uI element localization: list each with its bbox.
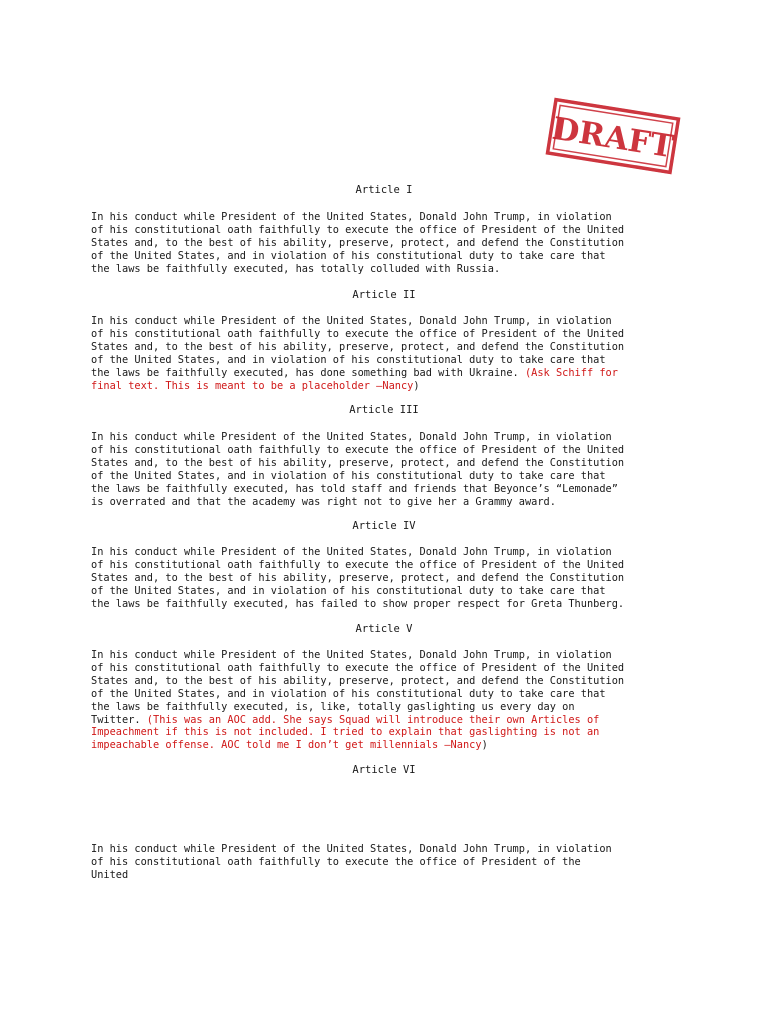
body-line <box>91 869 691 882</box>
body-text: In his conduct while President of the United States, Donald John Trump, in violation <box>91 843 612 855</box>
body-line <box>91 211 691 224</box>
body-text: of his constitutional oath faithfully to execute the office of President of the United <box>91 661 625 674</box>
body-line <box>91 572 691 585</box>
editor-note: (This was an AOC add. She says Squad will introduce their own Articles of <box>146 713 600 726</box>
body-line <box>91 649 691 662</box>
body-text: the laws be faithfully executed, is, like, totally gaslighting us every day on <box>91 700 575 713</box>
article-1-heading: Article I <box>355 184 413 196</box>
body-line <box>91 843 691 856</box>
body-line <box>91 341 691 354</box>
body-line <box>91 250 691 263</box>
body-text: In his conduct while President of the United States, Donald John Trump, in violation <box>91 315 612 327</box>
body-text: of his constitutional oath faithfully to execute the office of President of the <box>91 855 581 868</box>
body-text: of his constitutional oath faithfully to execute the office of President of the United <box>91 223 625 236</box>
body-line <box>91 380 691 393</box>
body-text: of his constitutional oath faithfully to execute the office of President of the United <box>91 327 625 340</box>
article-6-heading: Article VI <box>352 764 416 776</box>
body-text: the laws be faithfully executed, has told staff and friends that Beyonce’s “Lemonade” <box>91 482 618 495</box>
body-text: of his constitutional oath faithfully to execute the office of President of the United <box>91 558 625 571</box>
editor-note: final text. This is meant to be a placeholder –Nancy <box>91 379 414 392</box>
body-text: of his constitutional oath faithfully to execute the office of President of the United <box>91 443 625 456</box>
body-line <box>91 496 691 509</box>
body-text: In his conduct while President of the United States, Donald John Trump, in violation <box>91 649 612 661</box>
body-line <box>91 856 691 869</box>
body-text: States and, to the best of his ability, preserve, protect, and defend the Constitution <box>91 340 625 353</box>
body-line <box>91 444 691 457</box>
article-2-body <box>91 315 691 392</box>
body-line <box>91 559 691 572</box>
body-text: of the United States, and in violation of his constitutional duty to take care that <box>91 584 606 597</box>
body-text: In his conduct while President of the United States, Donald John Trump, in violation <box>91 546 612 558</box>
body-text: of the United States, and in violation of his constitutional duty to take care that <box>91 353 606 366</box>
body-line <box>91 367 691 380</box>
body-text: ) <box>413 379 420 392</box>
article-4-heading: Article IV <box>352 520 416 532</box>
draft-stamp <box>545 97 680 174</box>
article-3-body <box>91 431 691 508</box>
editor-note: Impeachment if this is not included. I tried to explain that gaslighting is not an <box>91 726 600 739</box>
body-line <box>91 701 691 714</box>
body-line <box>91 431 691 444</box>
body-text: the laws be faithfully executed, has done something bad with Ukraine. <box>91 366 525 379</box>
body-text: is overrated and that the academy was right not to give her a Grammy award. <box>91 495 556 508</box>
body-line <box>91 470 691 483</box>
article-5-heading: Article V <box>355 623 413 635</box>
body-line <box>91 585 691 598</box>
body-line <box>91 315 691 328</box>
body-line <box>91 263 691 276</box>
body-text: the laws be faithfully executed, has failed to show proper respect for Greta Thunberg. <box>91 597 625 610</box>
body-line <box>91 726 691 739</box>
body-text: States and, to the best of his ability, preserve, protect, and defend the Constitution <box>91 674 625 687</box>
body-line <box>91 714 691 727</box>
article-3-heading: Article III <box>349 404 419 416</box>
body-text: States and, to the best of his ability, preserve, protect, and defend the Constitution <box>91 571 625 584</box>
article-1-body <box>91 211 691 276</box>
body-line <box>91 675 691 688</box>
body-line <box>91 354 691 367</box>
body-text: of the United States, and in violation of his constitutional duty to take care that <box>91 469 606 482</box>
article-6-body <box>91 843 691 882</box>
body-line <box>91 224 691 237</box>
body-line <box>91 328 691 341</box>
article-2-heading: Article II <box>352 289 416 301</box>
body-line <box>91 662 691 675</box>
body-line <box>91 546 691 559</box>
body-text: In his conduct while President of the United States, Donald John Trump, in violation <box>91 211 612 223</box>
editor-note: (Ask Schiff for <box>524 366 618 379</box>
body-line <box>91 688 691 701</box>
body-line <box>91 457 691 470</box>
body-text: of the United States, and in violation of his constitutional duty to take care that <box>91 687 606 700</box>
body-text: United <box>91 868 129 881</box>
body-line <box>91 598 691 611</box>
editor-note: impeachable offense. AOC told me I don’t get millennials –Nancy <box>91 739 482 752</box>
body-text: the laws be faithfully executed, has totally colluded with Russia. <box>91 262 501 275</box>
body-text: ) <box>481 739 488 752</box>
body-line <box>91 483 691 496</box>
body-text: of the United States, and in violation of his constitutional duty to take care that <box>91 249 606 262</box>
body-line <box>91 739 691 752</box>
body-text: States and, to the best of his ability, preserve, protect, and defend the Constitution <box>91 456 625 469</box>
article-5-body <box>91 649 691 752</box>
body-text: In his conduct while President of the United States, Donald John Trump, in violation <box>91 431 612 443</box>
stamp-text: DRAFT <box>549 110 676 166</box>
article-4-body <box>91 546 691 611</box>
body-text: Twitter. <box>91 713 147 726</box>
body-text: States and, to the best of his ability, preserve, protect, and defend the Constitution <box>91 236 625 249</box>
body-line <box>91 237 691 250</box>
